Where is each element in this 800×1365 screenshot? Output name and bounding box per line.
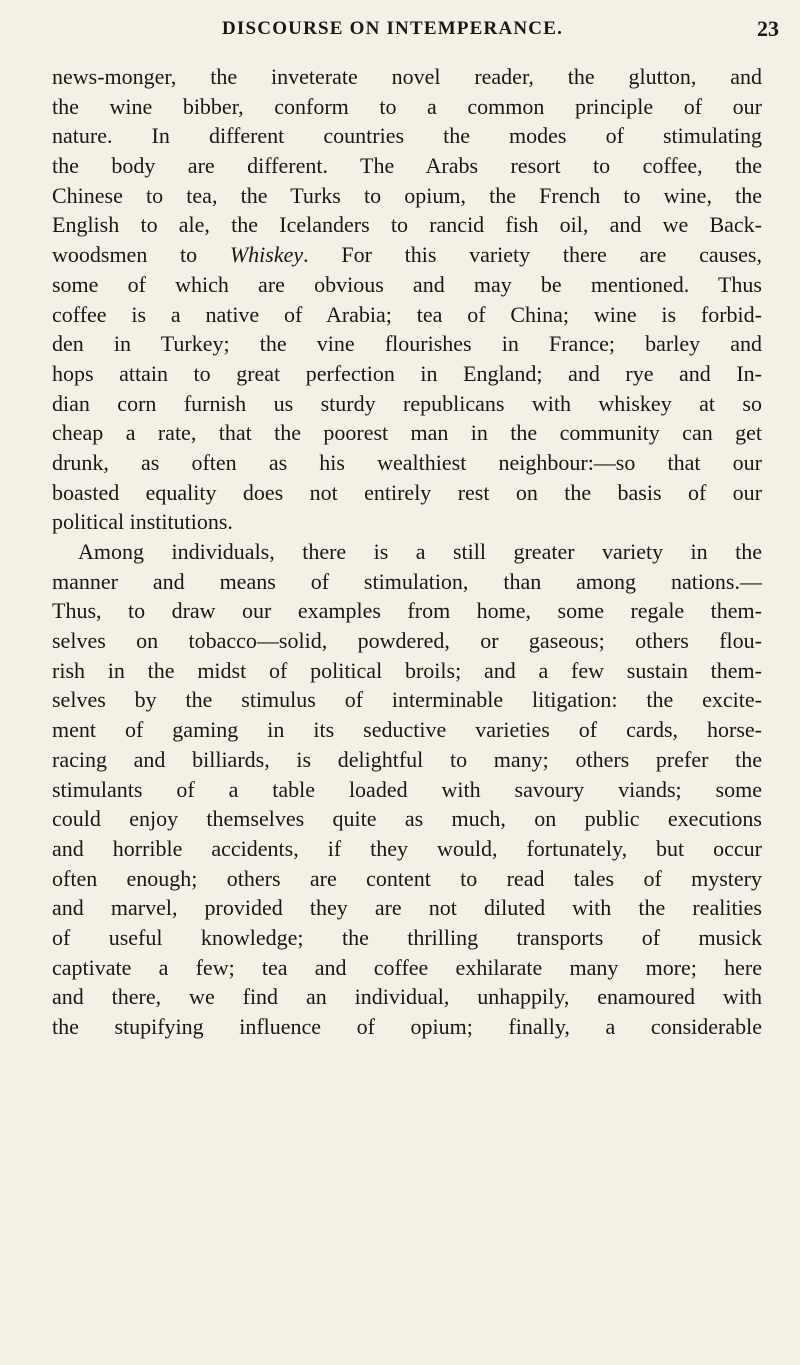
text-line: cheap a rate, that the poorest man in the community can get — [52, 420, 762, 446]
text-line: manner and means of stimulation, than among nations.— — [52, 568, 762, 594]
text-line: coffee is a native of Arabia; tea of China; wine is forbid- — [52, 301, 762, 327]
text-line: Among individuals, there is a still greater variety in the — [78, 539, 762, 564]
text-line: stimulants of a table loaded with savoury viands; some — [52, 776, 762, 802]
text-line: boasted equality does not entirely rest on the basis of our — [52, 479, 762, 505]
text-line: captivate a few; tea and coffee exhilarate many more; here — [52, 954, 762, 980]
text-line: rish in the midst of political broils; and a few sustain them- — [52, 657, 762, 683]
text-line: selves on tobacco—solid, powdered, or gaseous; others flou- — [52, 628, 762, 654]
text-line: some of which are obvious and may be mentioned. Thus — [52, 271, 762, 297]
body-text — [52, 62, 762, 1042]
text-line: English to ale, the Icelanders to rancid fish oil, and we Back- — [52, 212, 762, 238]
running-head: DISCOURSE ON INTEMPERANCE. — [222, 18, 564, 39]
text-line: and there, we find an individual, unhappily, enamoured with — [52, 984, 762, 1010]
text-line: dian corn furnish us sturdy republicans with whiskey at so — [52, 390, 762, 416]
text-line: selves by the stimulus of interminable litigation: the excite- — [52, 687, 762, 713]
text-line: Thus, to draw our examples from home, some regale them- — [52, 598, 762, 624]
text-line: ment of gaming in its seductive varieties of cards, horse- — [52, 717, 762, 743]
text-line: political institutions. — [52, 509, 233, 535]
text-line: could enjoy themselves quite as much, on public executions — [52, 806, 762, 832]
text-line: the wine bibber, conform to a common principle of our — [52, 93, 762, 119]
text-line: news-monger, the inveterate novel reader, the glutton, and — [52, 64, 762, 89]
text-line: den in Turkey; the vine flourishes in France; barley and — [52, 331, 762, 357]
text-line: the body are different. The Arabs resort to coffee, the — [52, 153, 762, 179]
text-line: of useful knowledge; the thrilling transports of musick — [52, 924, 762, 950]
text-line: racing and billiards, is delightful to many; others prefer the — [52, 746, 762, 772]
text-line: and marvel, provided they are not diluted with the realities — [52, 895, 762, 921]
text-line: and horrible accidents, if they would, fortunately, but occur — [52, 835, 762, 861]
text-line: the stupifying influence of opium; finally, a considerable — [52, 1014, 762, 1039]
text-line: often enough; others are content to read tales of mystery — [52, 865, 762, 891]
text-line: Chinese to tea, the Turks to opium, the French to wine, the — [52, 182, 762, 208]
text-line: nature. In different countries the modes of stimulating — [52, 123, 762, 149]
text-line: hops attain to great perfection in England; and rye and In- — [52, 360, 762, 386]
page-number: 23 — [757, 16, 779, 41]
text-line: drunk, as often as his wealthiest neighbour:—so that our — [52, 449, 762, 475]
text-line: woodsmen to Whiskey. For this variety there are causes, — [52, 242, 762, 268]
